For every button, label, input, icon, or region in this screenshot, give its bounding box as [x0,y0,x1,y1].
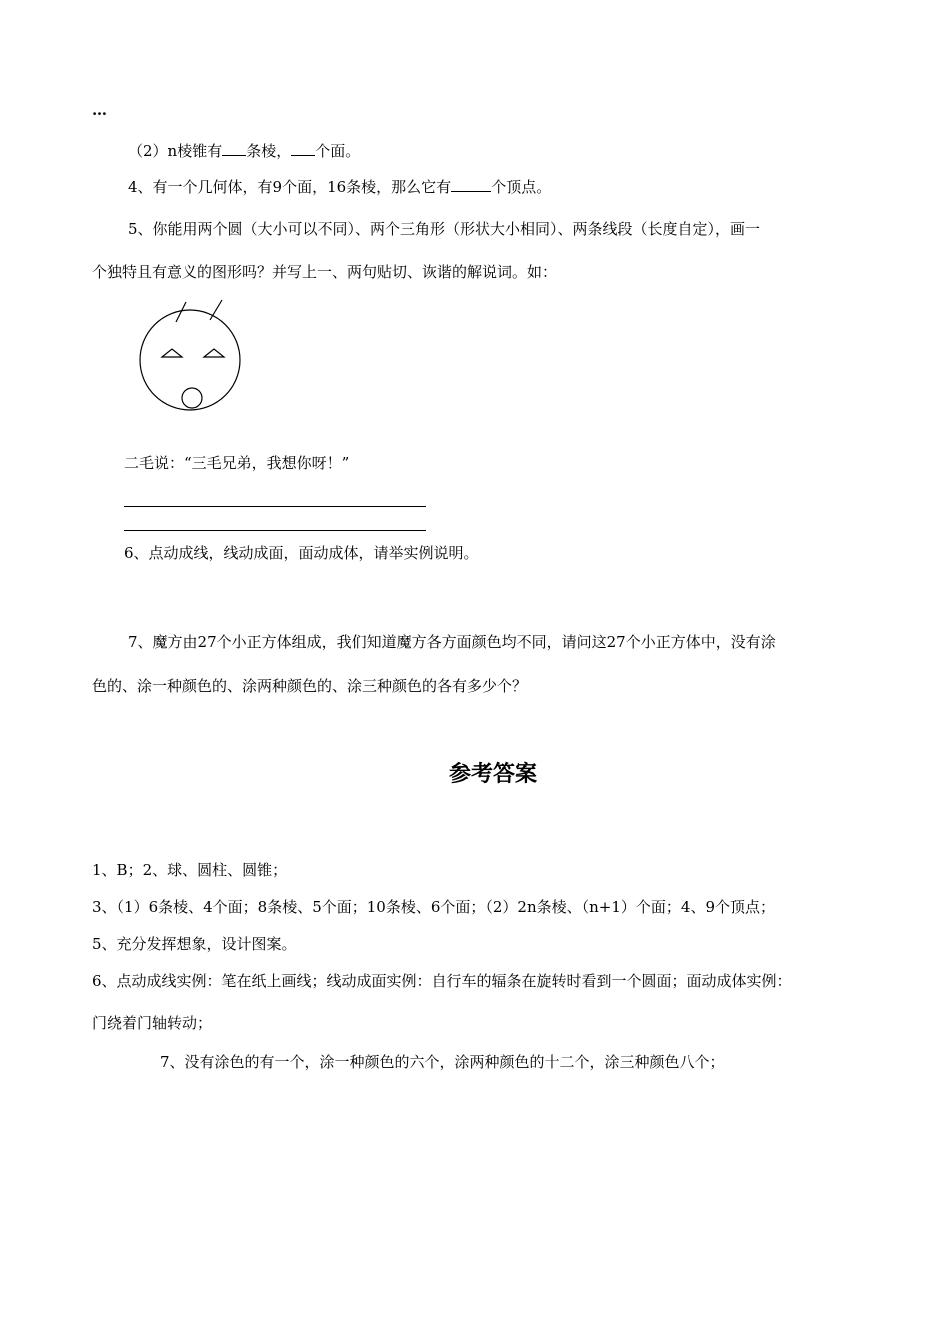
answer-6-line2: 门绕着门轴转动； [92,1014,213,1032]
q3-2-suffix: 个面。 [315,142,361,160]
answer-5: 5、充分发挥想象，设计图案。 [92,935,297,953]
q3-2-prefix: （2）n棱锥有 [128,142,223,160]
answer-7: 7、没有涂色的有一个，涂一种颜色的六个，涂两种颜色的十二个，涂三种颜色八个； [160,1053,725,1071]
question-4 [128,177,551,197]
ellipsis: … [92,101,107,119]
question-3-part-2 [128,141,360,161]
question-7-line2: 色的、涂一种颜色的、涂两种颜色的、涂三种颜色的各有多少个？ [92,677,528,695]
q3-2-blank-faces [291,141,315,156]
q3-2-blank-edges [222,141,246,156]
answer-3-4: 3、（1）6条棱、4个面；8条棱、5个面；10条棱、6个面；（2）2n条棱、（n+1）个面；4、9个顶点； [92,898,776,916]
answer-line-2 [124,530,426,531]
face-drawing-icon [130,296,270,426]
q4-prefix: 4、有一个几何体，有9个面，16条棱，那么它有 [128,178,452,196]
question-5-line1: 5、你能用两个圆（大小可以不同）、两个三角形（形状大小相同）、两条线段（长度自定），画一 [128,220,761,238]
answer-line-1 [124,506,426,507]
answer-6-line1: 6、点动成线实例：笔在纸上画线；线动成面实例：自行车的辐条在旋转时看到一个圆面；面动成体实例： [92,972,792,990]
q3-2-mid: 条棱， [246,142,292,160]
answers-title: 参考答案 [449,762,538,787]
question-5-caption: 二毛说：“三毛兄弟，我想你呀！” [124,454,350,472]
question-6: 6、点动成线，线动成面，面动成体，请举实例说明。 [124,544,479,562]
question-7-line1: 7、魔方由27个小正方体组成，我们知道魔方各方面颜色均不同，请问这27个小正方体中，没有涂 [128,633,776,651]
q4-blank-vertices [451,177,491,192]
q4-suffix: 个顶点。 [491,178,552,196]
question-5-line2: 个独特且有意义的图形吗？并写上一、两句贴切、诙谐的解说词。如： [92,263,558,281]
answer-1-2: 1、B；2、球、圆柱、圆锥； [92,861,288,879]
